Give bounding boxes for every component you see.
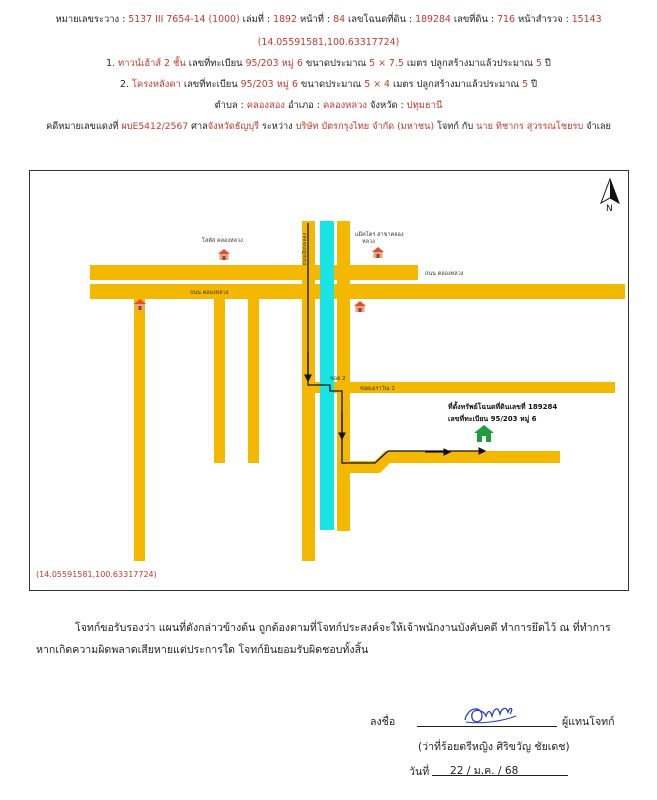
declaration-line-2: หากเกิดความผิดพลาดเสียหายแต่ประการใด โจทก์ยินยอมรับผิดชอบทั้งสิ้น	[36, 644, 369, 656]
landmark-makro-label-1: แม็คโคร สาขาคลอง	[355, 232, 404, 238]
item-2-type: โครงหลังคา	[131, 79, 181, 90]
soi-main-label: ซอยเอราวัณ 2	[360, 386, 395, 392]
house-icon	[218, 249, 230, 260]
date-label: วันที่	[409, 766, 430, 778]
item-2-size-value: 5 × 4	[364, 79, 390, 90]
item-2-reg-value: 95/203 หมู่ 6	[240, 79, 298, 90]
land-label: เลขที่ดิน :	[453, 14, 495, 25]
declaration-line-1: โจทก์ขอรับรองว่า แผนที่ดังกล่าวข้างต้น ถูกต้องตามที่โจทก์ประสงค์จะให้เจ้าพนักงานบังคับคดี ทำการยึดไว้ ณ ที่ทำการ	[75, 622, 611, 634]
court-label: ศาล	[191, 121, 208, 132]
item-1-size-value: 5 × 7.5	[369, 58, 404, 69]
header-coordinates: (14.05591581,100.63317724)	[257, 37, 400, 48]
item-2-line	[0, 79, 657, 91]
province-value: ปทุมธานี	[406, 100, 443, 111]
item-1-line	[0, 58, 657, 70]
deed-value: 189284	[415, 14, 451, 25]
signer-name: (ว่าที่ร้อยตรีหญิง ศิริขวัญ ชัยเดช)	[418, 741, 570, 753]
item-2-size-unit: เมตร	[392, 79, 414, 90]
date-value: 22 / ม.ค. / 68	[450, 765, 519, 777]
subdistrict-label: ตำบล :	[214, 100, 244, 111]
case-number: ผบE5412/2567	[121, 121, 189, 132]
defendant-name: นาย ทิชากร สุวรรณโชยรบ	[476, 121, 584, 132]
district-label: อำเภอ :	[287, 100, 320, 111]
plan-value: 5137 III 7654-14 (1000)	[128, 14, 240, 25]
deed-label: เลขโฉนดที่ดิน :	[348, 14, 413, 25]
route-arrow	[308, 223, 485, 463]
item-1-reg-label: เลขที่ทะเบียน	[188, 58, 243, 69]
header-line-1	[0, 14, 657, 26]
subdistrict-value: คลองสอง	[246, 100, 285, 111]
house-icon	[354, 301, 366, 312]
signer-role: ผู้แทนโจทก์	[562, 716, 615, 728]
plaintiff-label: โจทก์ กับ	[436, 121, 474, 132]
item-1-num: 1.	[106, 58, 116, 69]
handwritten-signature	[460, 702, 520, 728]
land-value: 716	[497, 14, 515, 25]
item-2-num: 2.	[119, 79, 129, 90]
plaintiff-name: บริษัท บัตรกรุงไทย จำกัด (มหาชน)	[295, 121, 435, 132]
province-label: จังหวัด :	[369, 100, 404, 111]
road-label-upper: ถนน คลองหลวง	[425, 271, 464, 277]
target-label-2: เลขที่ทะเบียน 95/203 หมู่ 6	[448, 415, 537, 423]
item-2-age-unit: ปี	[531, 79, 538, 90]
survey-value: 15143	[571, 14, 602, 25]
item-1-age-label: ปลูกสร้างมาแล้วประมาณ	[430, 58, 533, 69]
item-2-age-value: 5	[522, 79, 529, 90]
soi-upper-label: ซอย 2	[330, 376, 346, 382]
item-2-age-label: ปลูกสร้างมาแล้วประมาณ	[416, 79, 520, 90]
page-value: 84	[333, 14, 346, 25]
case-prefix: คดีหมายเลขแดงที่	[46, 121, 119, 132]
side-road-1	[214, 299, 225, 463]
landmark-lotus-label: โลตัส คลองหลวง	[202, 238, 243, 244]
item-2-reg-label: เลขที่ทะเบียน	[183, 79, 238, 90]
location-line	[0, 100, 657, 112]
house-icon	[372, 247, 384, 258]
map-coordinates: (14.05591581,100.63317724)	[36, 570, 157, 579]
landmark-makro-label-2: หลวง	[362, 239, 375, 245]
road-label-lower: ถนน คลองหลวง	[190, 290, 229, 296]
book-label: เล่มที่ :	[242, 14, 271, 25]
north-arrow-icon	[601, 179, 619, 203]
item-1-age-value: 5	[535, 58, 542, 69]
item-1-size-unit: เมตร	[406, 58, 428, 69]
location-map	[29, 170, 629, 591]
between-label: ระหว่าง	[261, 121, 293, 132]
item-1-size-label: ขนาดประมาณ	[305, 58, 367, 69]
case-line	[0, 121, 657, 133]
item-1-reg-value: 95/203 หมู่ 6	[245, 58, 303, 69]
item-1-type: ทาวน์เฮ้าส์ 2 ชั้น	[118, 58, 186, 69]
map-canvas	[30, 171, 628, 590]
survey-label: หน้าสำรวจ :	[517, 14, 569, 25]
item-1-age-unit: ปี	[544, 58, 551, 69]
road-upper	[90, 265, 418, 280]
target-label-1: ที่ตั้งทรัพย์โฉนดที่ดินเลขที่ 189284	[448, 403, 558, 411]
sign-label: ลงชื่อ	[370, 716, 396, 728]
road-lower	[90, 284, 625, 299]
road-label-vertical: ถนนเลียบคลอง	[302, 233, 308, 266]
side-road-0	[134, 299, 145, 561]
plan-label: หมายเลขระวาง :	[55, 14, 126, 25]
court-value: จังหวัดธัญบุรี	[207, 121, 259, 132]
book-value: 1892	[273, 14, 297, 25]
side-road-2	[248, 299, 259, 463]
defendant-label: จำเลย	[586, 121, 611, 132]
page-label: หน้าที่ :	[299, 14, 331, 25]
district-value: คลองหลวง	[322, 100, 367, 111]
target-house-icon	[474, 425, 494, 442]
north-label: N	[606, 204, 613, 214]
target-road	[345, 451, 560, 473]
item-2-size-label: ขนาดประมาณ	[300, 79, 362, 90]
